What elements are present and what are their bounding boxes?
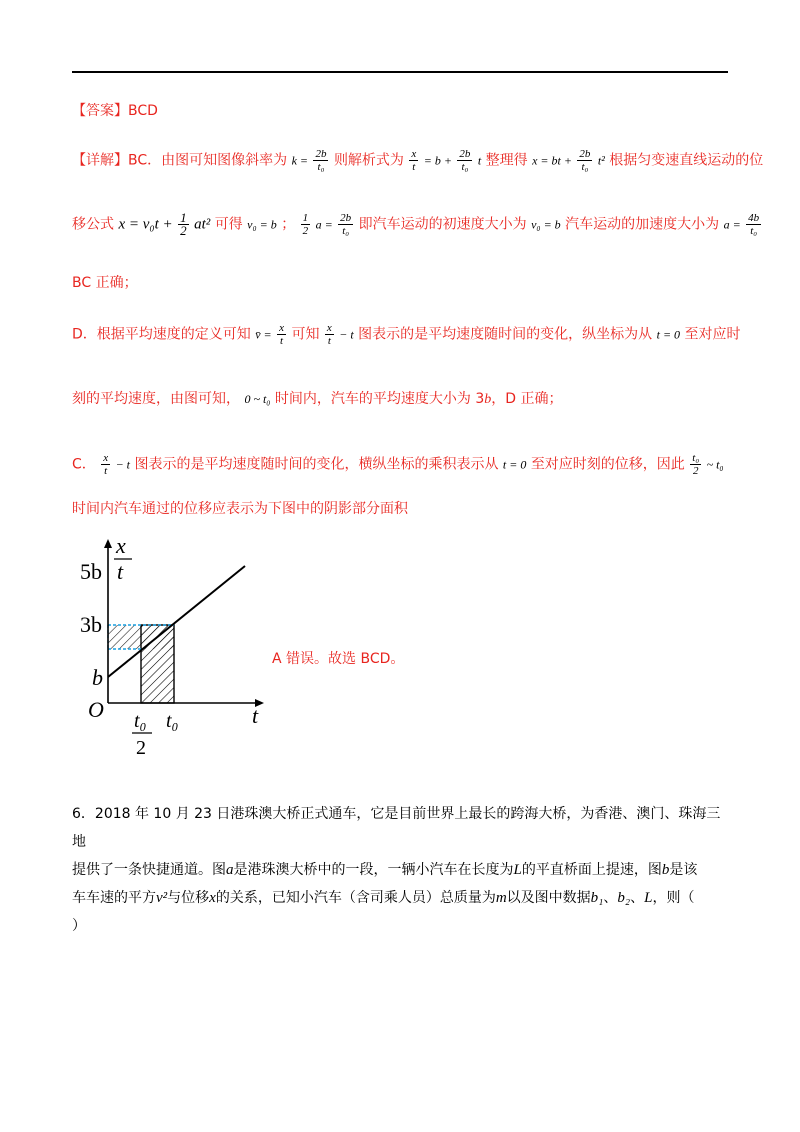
d-line-1 xyxy=(72,322,741,347)
y-axis-arrow xyxy=(104,539,112,548)
frac-num: x xyxy=(103,452,109,464)
frac-num: x xyxy=(326,322,332,334)
frac-den: t xyxy=(327,335,331,347)
fraction-4b-t0 xyxy=(746,212,761,237)
frac-den: t xyxy=(280,335,284,347)
c-text: 至对应时刻的位移，因此 xyxy=(530,456,685,473)
x-axis-label: t xyxy=(252,703,259,728)
frac-den: t₀ xyxy=(317,161,325,173)
q6-text: 是港珠澳大桥中的一段，一辆小汽车在长度为 xyxy=(233,862,514,878)
q6-text: 以及图中数据 xyxy=(506,890,591,906)
origin-label: O xyxy=(88,697,104,722)
frac-den: 2 xyxy=(302,225,309,237)
math-b: b xyxy=(661,862,670,878)
math-minus-t: − t xyxy=(115,457,131,472)
fraction-half xyxy=(178,212,189,237)
math-vbar: v̄ = xyxy=(255,327,272,342)
tick-half-den: 2 xyxy=(136,737,146,759)
math-x: x xyxy=(209,890,216,906)
question-6 xyxy=(72,800,732,940)
y-axis-den: t xyxy=(117,559,124,584)
math-minus-t: − t xyxy=(339,327,354,342)
math-disp: x = v₀t + xyxy=(118,216,173,233)
d-text: 可知 xyxy=(291,326,320,343)
q6-text: 与位移 xyxy=(167,890,210,906)
math-range-tail: ~ t₀ xyxy=(706,457,724,472)
q6-text: ，则（ xyxy=(652,890,695,906)
detail-text: 汽车运动的加速度大小为 xyxy=(565,216,720,233)
q6-text: 的关系，已知小汽车（含司乘人员）总质量为 xyxy=(215,890,496,906)
frac-num: t₀ xyxy=(692,452,700,464)
q6-line-1: 6．2018 年 10 月 23 日港珠澳大桥正式通车，它是目前世界上最长的跨海大桥，为香港、澳门、珠海三地 xyxy=(72,806,721,850)
frac-num: x xyxy=(411,148,417,160)
frac-den: t xyxy=(412,161,416,173)
q6-line-3 xyxy=(72,884,732,912)
detail-line-3 xyxy=(72,272,138,292)
frac-den: t₀ xyxy=(461,161,469,173)
fraction-2b-t0 xyxy=(577,148,592,173)
c-text: C． xyxy=(72,456,96,473)
frac-num: 2b xyxy=(315,148,327,160)
frac-num: 2b xyxy=(459,148,471,160)
tick-5b: 5b xyxy=(80,559,102,584)
detail-text: BC 正确； xyxy=(72,275,138,291)
hatched-band xyxy=(108,625,174,649)
d-text: 至对应时 xyxy=(684,326,741,343)
q6-text: 是该 xyxy=(669,862,698,878)
frac-den: 2 xyxy=(692,465,699,477)
math-b1: b₁ xyxy=(590,890,604,906)
math-b2: b₂ xyxy=(617,890,631,906)
q6-text: 提供了一条快捷通道。图 xyxy=(72,862,226,878)
frac-den: t₀ xyxy=(342,225,350,237)
d-text: ，D 正确； xyxy=(491,391,563,407)
fraction-x-over-t xyxy=(277,322,286,347)
frac-num: 1 xyxy=(180,210,187,225)
math-a: a = xyxy=(723,217,741,232)
detail-line-2 xyxy=(72,212,762,237)
tick-half-num: t₀ xyxy=(134,710,147,732)
xt-graph xyxy=(80,535,270,760)
frac-den: t xyxy=(104,465,108,477)
tick-b: b xyxy=(92,665,103,690)
math-disp-tail: at² xyxy=(194,216,211,233)
math-eq2: x = bt + xyxy=(532,153,572,168)
detail-text: 则解析式为 xyxy=(333,152,404,169)
frac-num: x xyxy=(279,322,285,334)
d-text: D．根据平均速度的定义可知 xyxy=(72,326,251,343)
d-line-2 xyxy=(72,388,563,408)
d-text: 时间内，汽车的平均速度大小为 3 xyxy=(274,391,485,407)
math-b: b xyxy=(484,392,492,407)
frac-den: t₀ xyxy=(750,225,758,237)
math-a: a xyxy=(226,862,234,878)
math-v2: v² xyxy=(156,890,168,906)
q6-text: 、 xyxy=(603,890,618,906)
c-line-1 xyxy=(72,452,724,477)
tick-t0: t₀ xyxy=(166,710,179,732)
math-t-eq-0: t = 0 xyxy=(656,327,681,342)
detail-text: 即汽车运动的初速度大小为 xyxy=(358,216,527,233)
fraction-half-t0 xyxy=(690,452,701,477)
q6-line-2 xyxy=(72,856,732,884)
c-text: 时间内汽车通过的位移应表示为下图中的阴影部分面积 xyxy=(72,501,408,517)
answer-line xyxy=(72,100,158,120)
frac-num: 1 xyxy=(302,212,309,224)
fraction-x-over-t xyxy=(409,148,418,173)
top-rule xyxy=(72,71,728,73)
math-L: L xyxy=(513,862,522,878)
math-t-eq-0: t = 0 xyxy=(502,457,527,472)
d-text: 刻的平均速度，由图可知， xyxy=(72,391,240,407)
side-note: A 错误。故选 BCD。 xyxy=(272,651,405,667)
frac-den: t₀ xyxy=(581,161,589,173)
d-text: 图表示的是平均速度随时间的变化，纵坐标为从 xyxy=(358,326,653,343)
fraction-half xyxy=(301,212,311,237)
math-v0: v₀ = b xyxy=(247,217,277,232)
math-L: L xyxy=(644,890,653,906)
y-axis-num: x xyxy=(116,535,126,558)
math-eq1-tail: t xyxy=(477,153,482,168)
fraction-2b-t0 xyxy=(457,148,472,173)
fraction-k xyxy=(313,148,328,173)
q6-line-4: ） xyxy=(72,918,86,934)
c-line-2 xyxy=(72,498,408,518)
fraction-2b-t0 xyxy=(338,212,353,237)
detail-text: 根据匀变速直线运动的位 xyxy=(609,152,764,169)
frac-num: 2b xyxy=(579,148,591,160)
frac-den: 2 xyxy=(180,223,187,238)
q6-text: 、 xyxy=(630,890,645,906)
detail-text: 【详解】BC．由图可知图像斜率为 xyxy=(72,152,288,169)
fraction-x-over-t xyxy=(325,322,334,347)
math-v0: v₀ = b xyxy=(531,217,561,232)
q6-text: 的平直桥面上提速，图 xyxy=(521,862,662,878)
fraction-x-over-t xyxy=(101,452,110,477)
detail-line-1 xyxy=(72,148,763,173)
frac-num: 4b xyxy=(748,212,760,224)
q6-text: 车车速的平方 xyxy=(72,890,156,906)
detail-text: 可得 xyxy=(214,216,243,233)
math-a: a = xyxy=(315,217,333,232)
detail-text: 整理得 xyxy=(485,152,528,169)
math-k: k = xyxy=(291,153,309,168)
frac-num: 2b xyxy=(340,212,352,224)
xt-line xyxy=(108,566,245,677)
answer-label: 【答案】BCD xyxy=(72,103,158,119)
tick-3b: 3b xyxy=(80,612,102,637)
math-eq1: = b + xyxy=(423,153,452,168)
math-range: 0 ~ t₀ xyxy=(244,392,271,406)
math-eq2-tail: t² xyxy=(597,153,605,168)
detail-text: ； xyxy=(281,216,296,233)
math-m: m xyxy=(495,890,507,906)
c-text: 图表示的是平均速度随时间的变化，横纵坐标的乘积表示从 xyxy=(134,456,499,473)
detail-text: 移公式 xyxy=(72,216,114,233)
